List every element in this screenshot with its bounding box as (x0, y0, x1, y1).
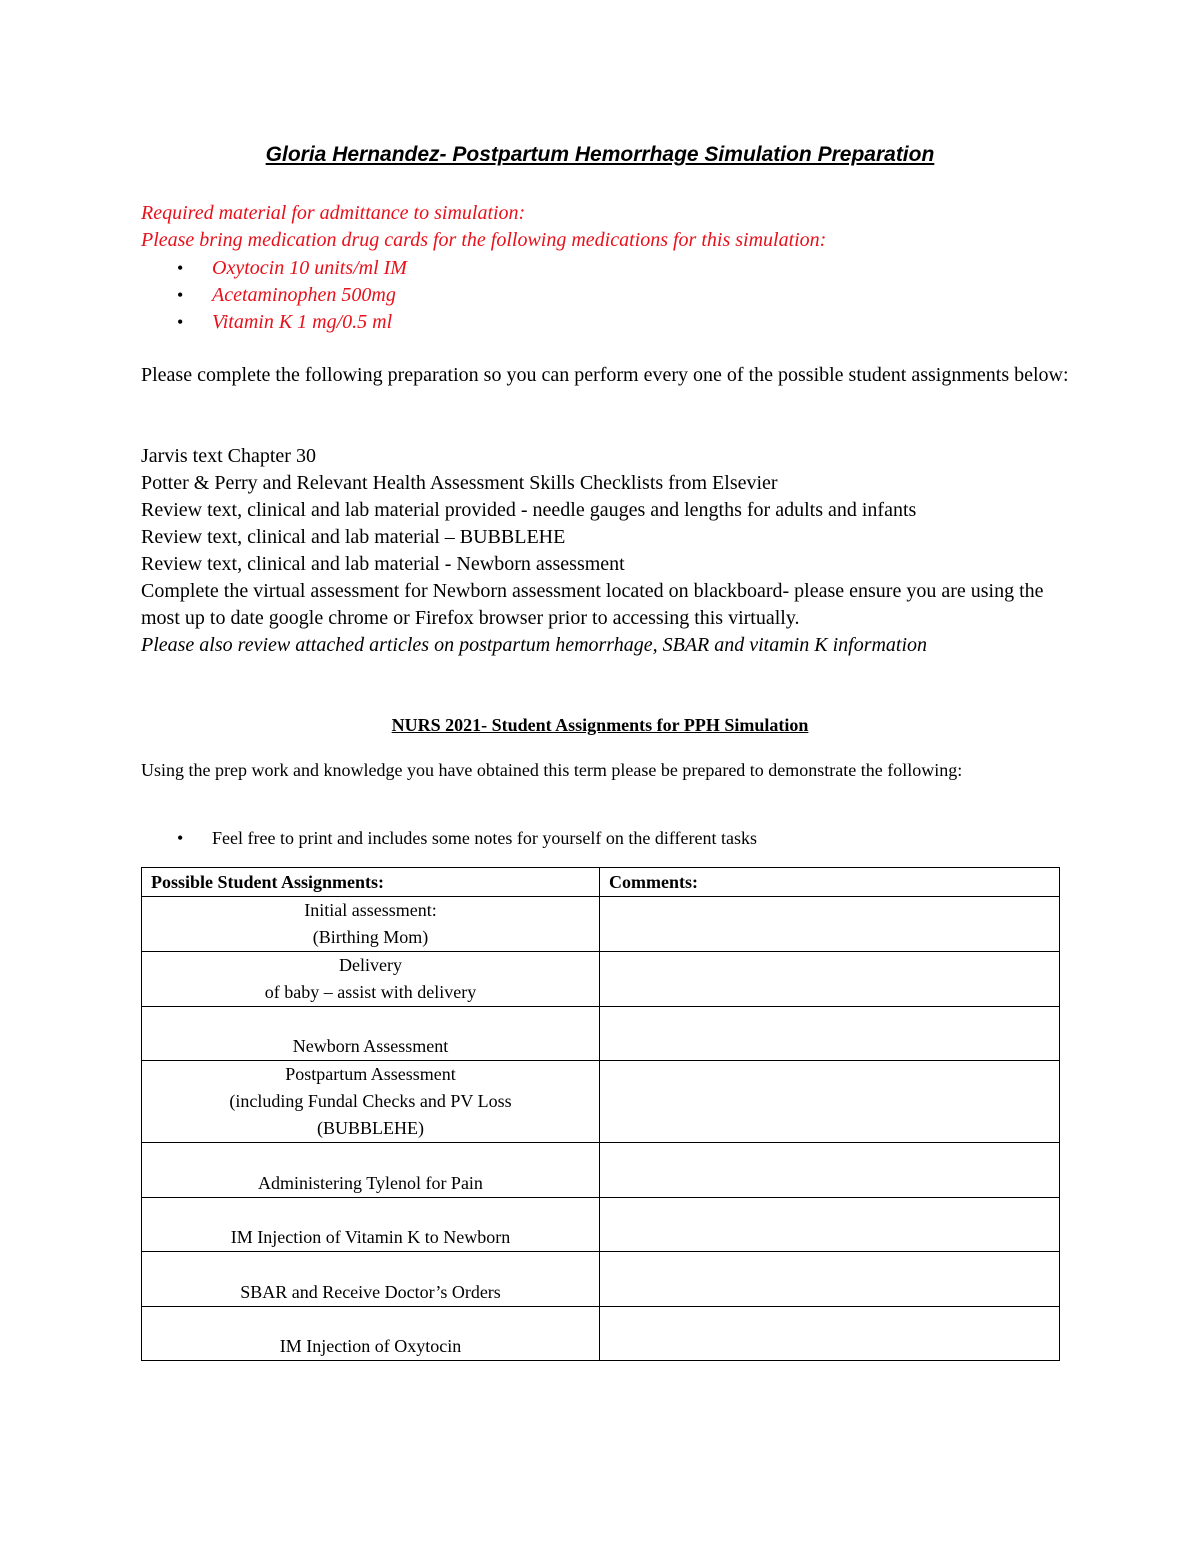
table-row (142, 1307, 1060, 1361)
assignments-table (141, 867, 1060, 1361)
assignment-cell: SBAR and Receive Doctor’s Orders (142, 1252, 600, 1307)
table-row (142, 1061, 1060, 1143)
assignment-cell: Postpartum Assessment (including Fundal Checks and PV Loss (BUBBLEHE) (142, 1061, 600, 1143)
comment-cell[interactable] (600, 1198, 1060, 1252)
comment-cell[interactable] (600, 1061, 1060, 1143)
table-header-row (142, 868, 1060, 897)
comment-cell[interactable] (600, 952, 1060, 1007)
review-articles-note: Please also review attached articles on postpartum hemorrhage, SBAR and vitamin K information (141, 634, 928, 656)
table-row (142, 952, 1060, 1007)
comment-cell[interactable] (600, 1307, 1060, 1361)
prep-item: Review text, clinical and lab material provided - needle gauges and lengths for adults and infants (141, 499, 917, 521)
prep-item: Review text, clinical and lab material – BUBBLEHE (141, 526, 566, 548)
table-row (142, 1007, 1060, 1061)
comments-column-header: Comments: (600, 868, 1060, 897)
required-material-heading: Required material for admittance to simulation: (141, 202, 526, 224)
assignment-cell: IM Injection of Oxytocin (142, 1307, 600, 1361)
prep-item: Complete the virtual assessment for Newborn assessment located on blackboard- please ensure you are using the most up to date google chrome or Firefox browser prior to accessing this virtually. (141, 580, 1044, 629)
drug-cards-instruction: Please bring medication drug cards for the following medications for this simulation: (141, 229, 827, 251)
bullet-icon: • (177, 285, 184, 305)
prep-list (141, 443, 1071, 659)
assignment-cell: Initial assessment: (Birthing Mom) (142, 897, 600, 952)
bullet-icon: • (177, 312, 184, 332)
comment-cell[interactable] (600, 1143, 1060, 1198)
intro-paragraph: Please complete the following preparation so you can perform every one of the possible student assignments below: (141, 364, 1069, 386)
medication-list (141, 255, 1041, 336)
print-note-text: Feel free to print and includes some notes for yourself on the different tasks (212, 828, 758, 848)
required-material-block (141, 200, 1081, 254)
bullet-icon: • (177, 258, 184, 278)
table-row (142, 1143, 1060, 1198)
table-row (142, 1198, 1060, 1252)
assignment-cell: Delivery of baby – assist with delivery (142, 952, 600, 1007)
comment-cell[interactable] (600, 1252, 1060, 1307)
instructions-paragraph: Using the prep work and knowledge you have obtained this term please be prepared to demonstrate the following: (141, 760, 963, 780)
comment-cell[interactable] (600, 897, 1060, 952)
table-row (142, 897, 1060, 952)
medication-item: • Oxytocin 10 units/ml IM (141, 255, 1041, 282)
prep-item: Potter & Perry and Relevant Health Assessment Skills Checklists from Elsevier (141, 472, 778, 494)
prep-item: Jarvis text Chapter 30 (141, 445, 316, 467)
assignments-subtitle: NURS 2021- Student Assignments for PPH Simulation (391, 715, 809, 735)
assignment-cell: Administering Tylenol for Pain (142, 1143, 600, 1198)
prep-item: Review text, clinical and lab material - Newborn assessment (141, 553, 625, 575)
assignment-cell: IM Injection of Vitamin K to Newborn (142, 1198, 600, 1252)
bullet-icon: • (177, 828, 184, 848)
document-title: Gloria Hernandez- Postpartum Hemorrhage Simulation Preparation (265, 143, 935, 166)
comment-cell[interactable] (600, 1007, 1060, 1061)
assignment-cell: Newborn Assessment (142, 1007, 600, 1061)
table-row (142, 1252, 1060, 1307)
medication-item: • Acetaminophen 500mg (141, 282, 1041, 309)
medication-item: • Vitamin K 1 mg/0.5 ml (141, 309, 1041, 336)
assignments-column-header: Possible Student Assignments: (142, 868, 600, 897)
